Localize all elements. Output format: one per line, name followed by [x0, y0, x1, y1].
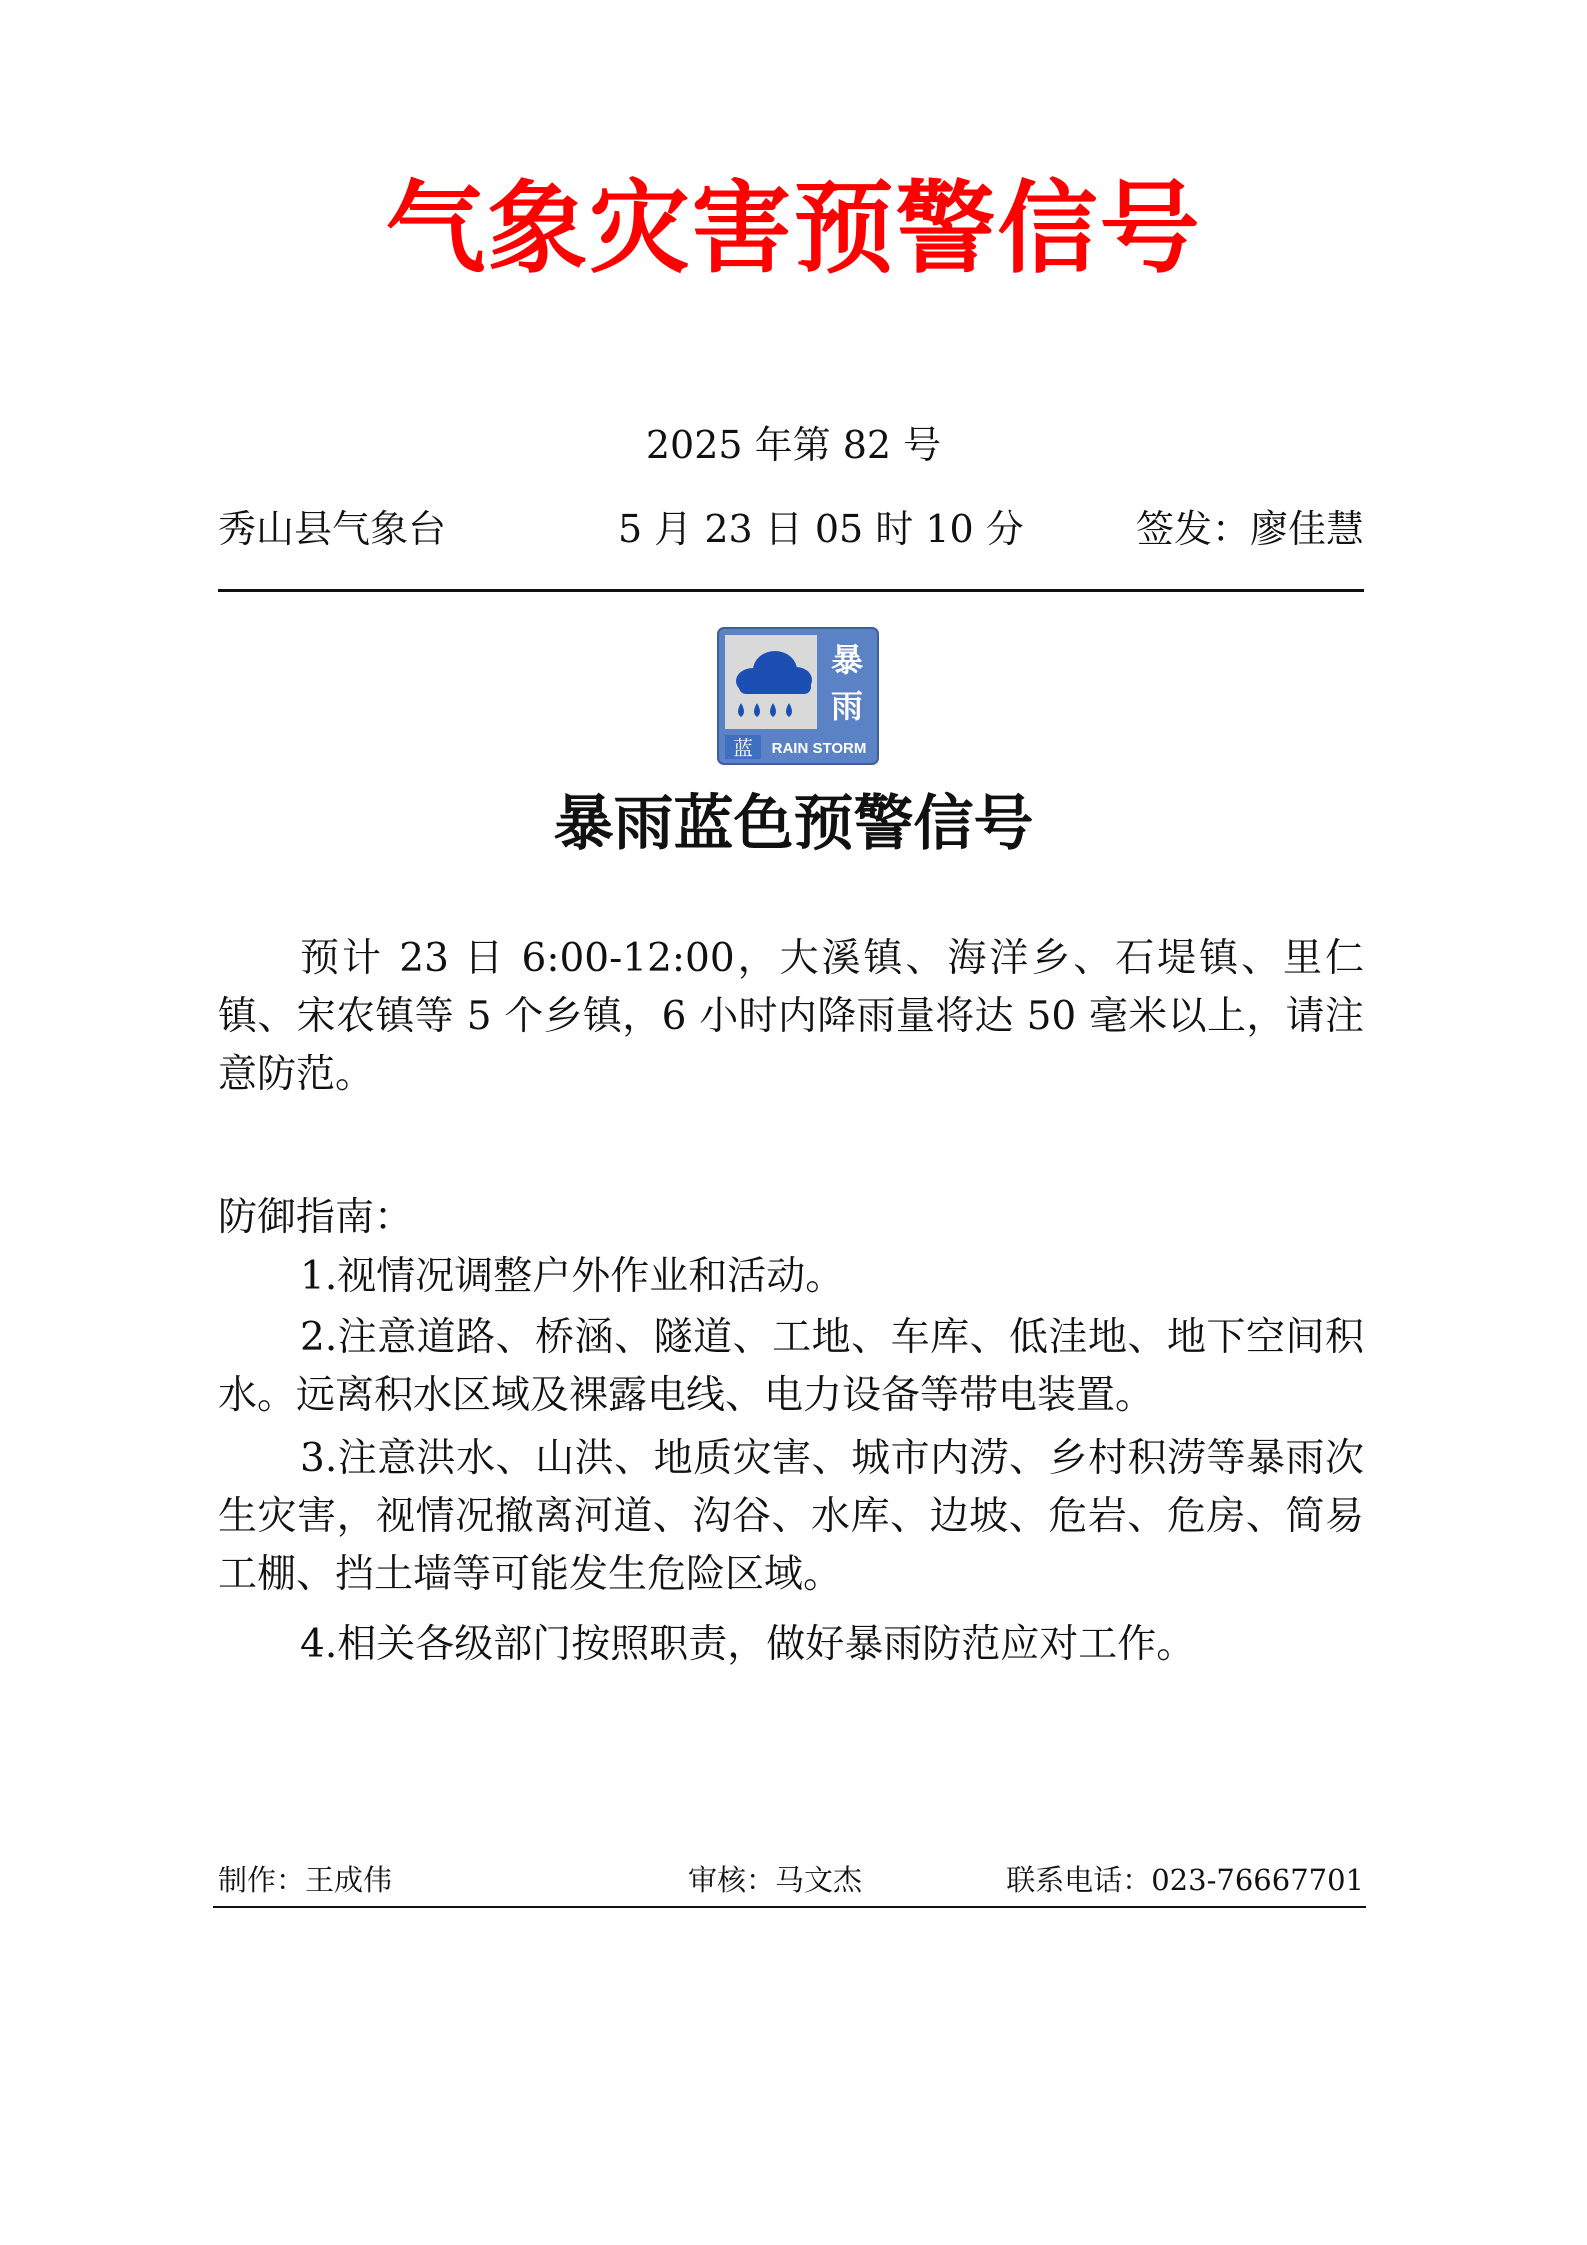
rainstorm-blue-signal-icon	[717, 627, 879, 765]
defense-guide-item: 2.注意道路、桥涵、隧道、工地、车库、低洼地、地下空间积水。远离积水区域及裸露电线、电力设备等带电装置。	[218, 1315, 1364, 1418]
defense-guide-item: 3.注意洪水、山洪、地质灾害、城市内涝、乡村积涝等暴雨次生灾害，视情况撤离河道、沟谷、水库、边坡、危岩、危房、简易工棚、挡土墙等可能发生危险区域。	[218, 1436, 1364, 1597]
contact-phone: 联系电话：023-76667701	[1006, 1863, 1364, 1897]
forecast-paragraph: 预计 23 日 6:00-12:00，大溪镇、海洋乡、石堤镇、里仁镇、宋农镇等 5 个乡镇，6 小时内降雨量将达 50 毫米以上，请注意防范。	[218, 936, 1364, 1097]
header-divider	[218, 589, 1364, 592]
footer-divider	[213, 1906, 1366, 1908]
reviewer: 审核：马文杰	[688, 1863, 863, 1897]
icon-char-bottom: 雨	[830, 687, 864, 725]
icon-english-label: RAIN STORM	[771, 740, 867, 757]
defense-guide-item: 1.视情况调整户外作业和活动。	[300, 1254, 845, 1299]
icon-char-top: 暴	[830, 641, 864, 679]
defense-guide-heading: 防御指南：	[218, 1195, 414, 1240]
icon-level-text: 蓝	[733, 736, 753, 760]
document-title: 气象灾害预警信号	[385, 169, 1202, 287]
producer: 制作：王成伟	[218, 1863, 393, 1897]
issue-time: 5 月 23 日 05 时 10 分	[618, 507, 1024, 551]
footer-row	[218, 1860, 1364, 1900]
issuer: 秀山县气象台	[218, 507, 447, 551]
defense-guide-item: 4.相关各级部门按照职责，做好暴雨防范应对工作。	[300, 1622, 1196, 1667]
signer: 签发：廖佳慧	[1135, 507, 1364, 551]
issue-info-row	[218, 502, 1364, 556]
warning-heading: 暴雨蓝色预警信号	[553, 789, 1034, 859]
issue-number: 2025 年第 82 号	[645, 423, 942, 467]
